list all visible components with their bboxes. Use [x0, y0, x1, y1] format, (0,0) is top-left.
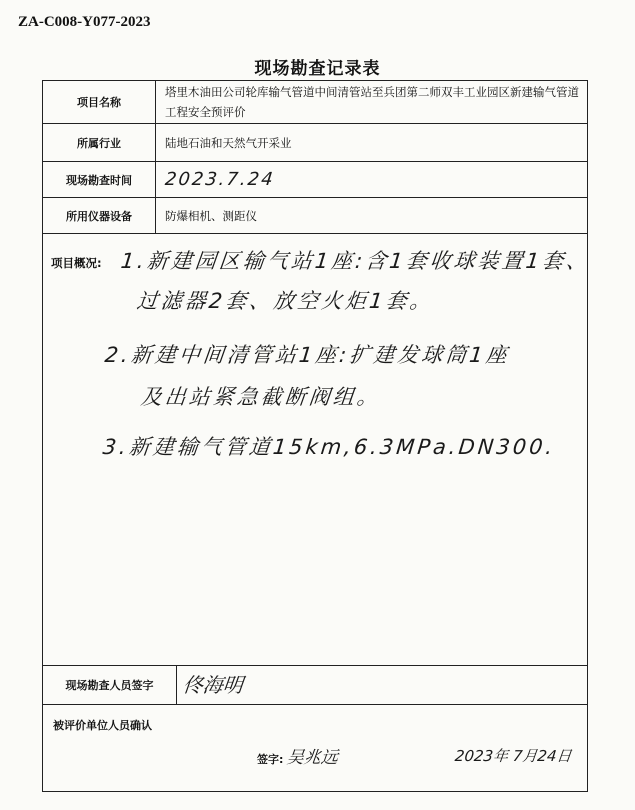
survey-time-value: 2023.7.24	[163, 168, 276, 190]
project-name-value: 塔里木油田公司轮库输气管道中间清管站至兵团第二师双丰工业园区新建输气管道工程安全预评价	[165, 85, 579, 119]
survey-record-table	[42, 80, 592, 792]
surveyor-signature-label: 现场勘查人员签字	[43, 666, 177, 704]
confirm-date: 2023年 7月24日	[454, 747, 573, 765]
overview-line: 过滤器2套、放空火炬1套。	[135, 289, 435, 313]
overview-line: 3.新建输气管道15km,6.3MPa.DN300.	[101, 435, 557, 459]
survey-time-cell	[165, 162, 579, 197]
surveyor-signature: 佟海明	[181, 673, 245, 697]
confirm-signature: 吴兆远	[285, 748, 339, 768]
industry-label: 所属行业	[43, 124, 156, 161]
equipment-value: 防爆相机、测距仪	[165, 208, 257, 223]
overview-line: 及出站紧急截断阀组。	[139, 385, 383, 409]
row-survey-time	[43, 162, 587, 198]
row-equipment	[43, 198, 587, 234]
confirm-label: 被评价单位人员确认	[53, 719, 152, 732]
row-industry	[43, 124, 587, 162]
document-title: 现场勘查记录表	[254, 59, 381, 79]
signature-label: 签字:	[257, 753, 284, 766]
row-project-name	[43, 81, 587, 124]
overview-line: 1.新建园区输气站1座:含1套收球装置1套、	[119, 249, 592, 273]
document-code: ZA-C008-Y077-2023	[18, 14, 151, 30]
survey-time-label: 现场勘查时间	[43, 162, 156, 197]
overview-line: 2.新建中间清管站1座:扩建发球筒1座	[103, 343, 511, 367]
equipment-label: 所用仪器设备	[43, 198, 156, 233]
row-surveyor-signature	[43, 665, 587, 705]
industry-value: 陆地石油和天然气开采业	[165, 135, 292, 150]
project-name-label: 项目名称	[43, 81, 156, 123]
overview-label: 项目概况:	[51, 256, 102, 270]
